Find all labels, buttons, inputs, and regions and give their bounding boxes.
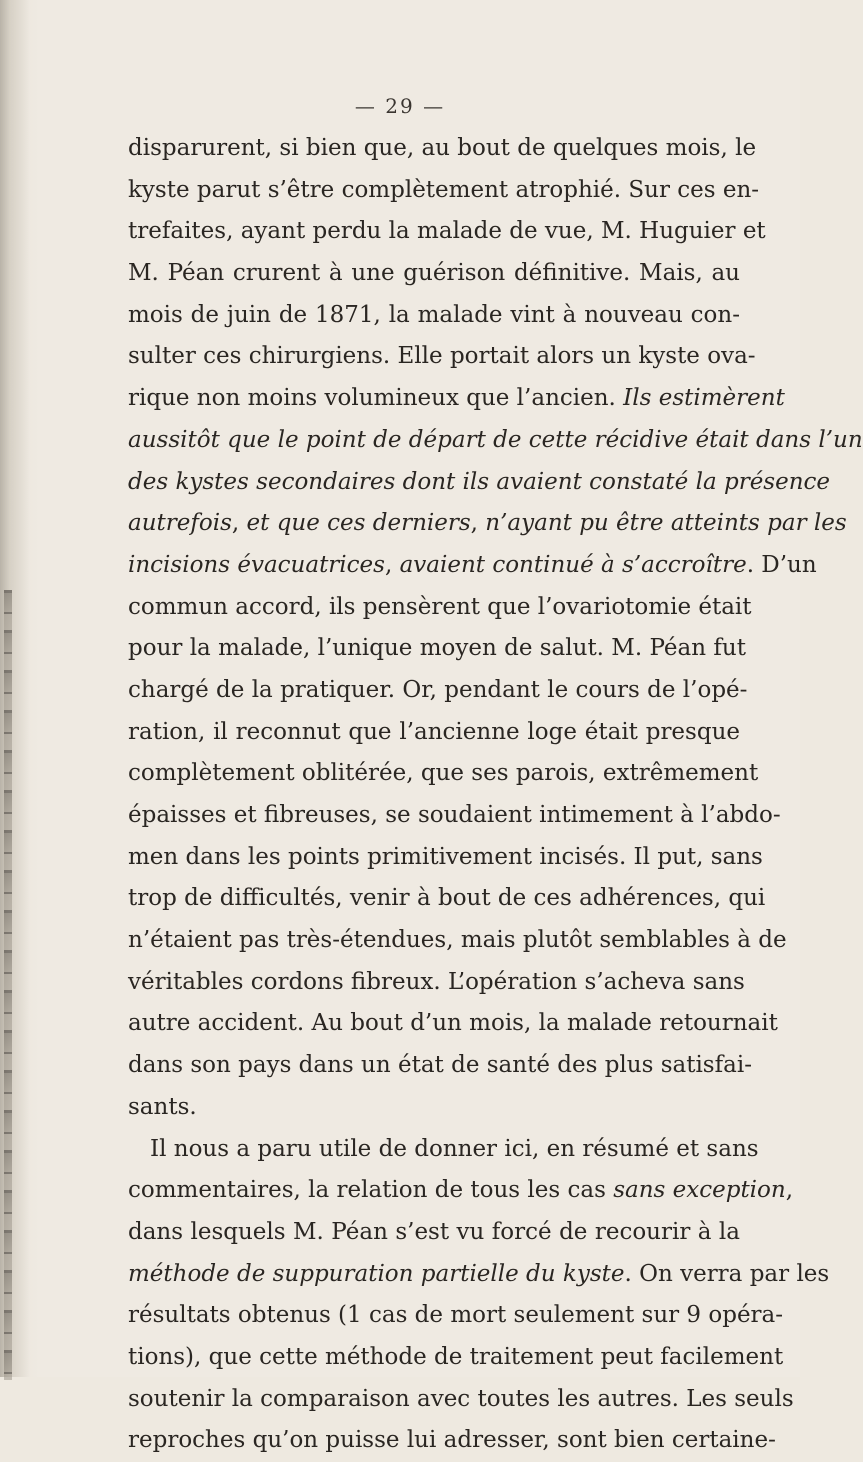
- text-line: [128, 462, 831, 504]
- text-segment: autre accident. Au bout d’un mois, la malade retournait: [128, 1010, 778, 1037]
- text-segment: mois de juin de 1871, la malade vint à nouveau con-: [128, 301, 740, 328]
- text-segment: sants.: [128, 1093, 197, 1120]
- italic-text-segment: des kystes secondaires dont ils avaient constaté la présence: [128, 468, 831, 495]
- text-segment: reproches qu’on puisse lui adresser, sont bien certaine-: [128, 1427, 776, 1454]
- text-segment: M. Péan crurent à une guérison définitive. Mais, au: [128, 260, 740, 287]
- text-line: [128, 920, 787, 962]
- text-segment: ,: [384, 551, 400, 578]
- text-line: [128, 795, 781, 837]
- text-segment: chargé de la pratiquer. Or, pendant le cours de l’opé-: [128, 676, 748, 703]
- text-line: [128, 1212, 740, 1254]
- text-segment: ,: [470, 510, 486, 537]
- text-line: [128, 420, 863, 462]
- text-segment: dans son pays dans un état de santé des plus satisfai-: [128, 1052, 752, 1079]
- text-line: [128, 837, 763, 879]
- text-segment: disparurent, si bien que, au bout de quelques mois, le: [128, 135, 757, 161]
- text-line: [128, 1337, 784, 1379]
- text-line: [128, 712, 740, 754]
- text-segment: dans lesquels M. Péan s’est vu forcé de recourir à la: [128, 1218, 740, 1245]
- text-line: [128, 503, 847, 545]
- text-segment: . On verra par les: [624, 1260, 830, 1287]
- text-segment: n’étaient pas très-étendues, mais plutôt semblables à de: [128, 927, 787, 954]
- italic-text-segment: incisions évacuatrices: [128, 551, 385, 578]
- text-line: [128, 295, 740, 337]
- italic-text-segment: sans exception: [613, 1177, 786, 1204]
- italic-text-segment: avaient continué à s’accroître: [399, 551, 747, 578]
- gutter-marks: [4, 590, 12, 1380]
- text-segment: véritables cordons fibreux. L’opération s’acheva sans: [128, 968, 745, 995]
- text-segment: tions), que cette méthode de traitement peut facilement: [128, 1343, 784, 1370]
- text-segment: épaisses et fibreuses, se soudaient intimement à l’abdo-: [128, 802, 781, 828]
- text-segment: Il nous a paru utile de donner ici, en résumé et sans: [150, 1135, 759, 1162]
- text-line: [128, 1295, 784, 1337]
- text-segment: pour la malade, l’unique moyen de salut. M. Péan fut: [128, 635, 746, 662]
- text-line: [128, 587, 752, 629]
- text-segment: rique non moins volumineux que l’ancien.: [128, 385, 624, 412]
- text-segment: commun accord, ils pensèrent que l’ovariotomie était: [128, 593, 752, 620]
- text-segment: trop de difficultés, venir à bout de ces adhérences, qui: [128, 885, 766, 912]
- text-segment: commentaires, la relation de tous les cas: [128, 1177, 614, 1204]
- italic-text-segment: n’ayant pu être atteints par les: [485, 510, 847, 537]
- body-text: [128, 128, 863, 1462]
- text-line: [128, 1379, 794, 1421]
- text-line: [128, 211, 766, 253]
- text-line: [128, 170, 760, 212]
- italic-text-segment: méthode de suppuration partielle du kyste: [128, 1260, 625, 1287]
- text-line: [128, 753, 759, 795]
- text-segment: kyste parut s’être complètement atrophié. Sur ces en-: [128, 176, 760, 203]
- text-line: [128, 545, 817, 587]
- text-segment: complètement oblitérée, que ses parois, extrêmement: [128, 760, 759, 787]
- text-segment: ,: [231, 510, 247, 537]
- text-segment: résultats obtenus (1 cas de mort seulement sur 9 opéra-: [128, 1302, 784, 1329]
- text-segment: ,: [785, 1177, 794, 1204]
- text-line: [128, 670, 748, 712]
- italic-text-segment: et que ces derniers: [246, 510, 471, 537]
- text-line: [128, 1087, 740, 1129]
- italic-text-segment: autrefois: [128, 510, 232, 537]
- text-segment: sulter ces chirurgiens. Elle portait alors un kyste ova-: [128, 343, 756, 370]
- text-segment: trefaites, ayant perdu la malade de vue, M. Huguier et: [128, 218, 766, 245]
- page-number: — 29 —: [354, 94, 446, 118]
- text-line: [128, 1045, 752, 1087]
- text-line: [128, 1170, 794, 1212]
- italic-text-segment: Ils estimèrent: [623, 385, 785, 412]
- text-line: [128, 1420, 776, 1462]
- text-line: [128, 336, 756, 378]
- text-line: [128, 1129, 759, 1171]
- text-line: [128, 1003, 778, 1045]
- text-line: [128, 878, 766, 920]
- text-line: [128, 962, 745, 1004]
- text-segment: ration, il reconnut que l’ancienne loge était presque: [128, 718, 740, 745]
- text-line: [128, 1254, 830, 1296]
- text-segment: men dans les points primitivement incisés. Il put, sans: [128, 843, 763, 870]
- text-line: [128, 378, 785, 420]
- text-line: [128, 628, 746, 670]
- text-segment: soutenir la comparaison avec toutes les autres. Les seuls: [128, 1385, 794, 1412]
- italic-text-segment: aussitôt que le point de départ de cette récidive était dans l’un: [128, 426, 863, 453]
- text-line: [128, 128, 757, 170]
- text-line: [128, 253, 740, 295]
- text-segment: . D’un: [746, 551, 817, 578]
